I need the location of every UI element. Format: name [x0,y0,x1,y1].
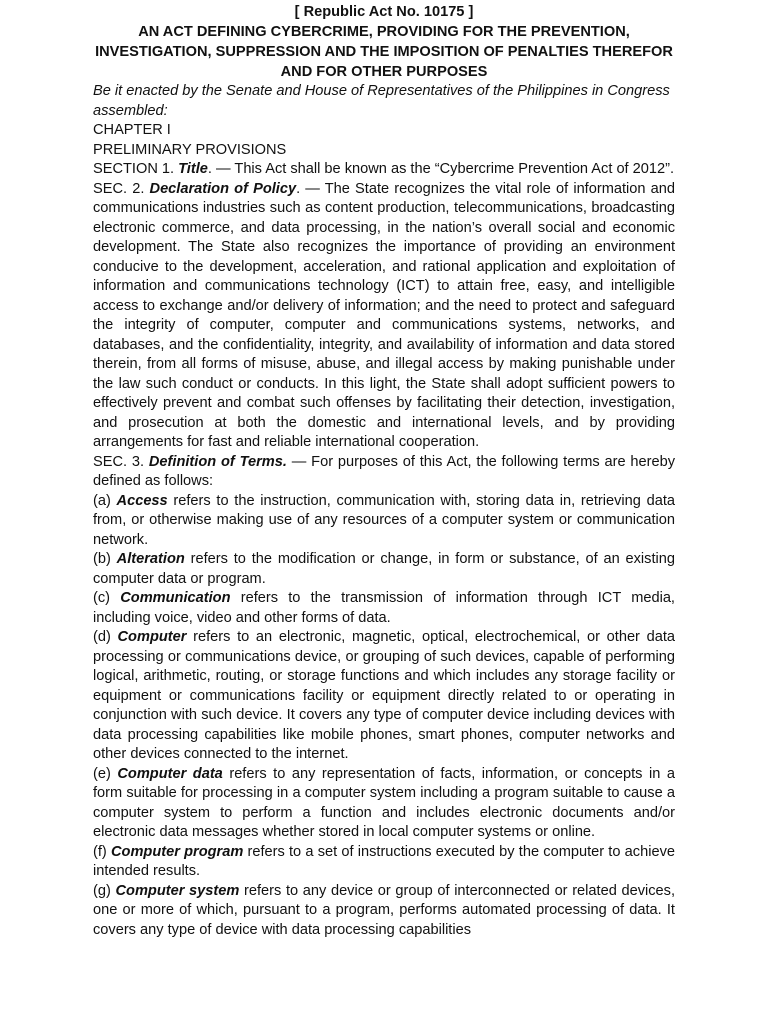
statute-text [93,2,675,940]
section-3 [93,453,675,492]
ra-number: [ Republic Act No. 10175 ] [294,4,474,20]
section-2 [93,180,675,453]
section-1-body: . — This Act shall be known as the “Cybercrime Prevention Act of 2012”. [207,161,675,177]
definition-term: Alteration [116,551,185,567]
section-1-heading: Title [178,161,208,177]
enacting-clause: Be it enacted by the Senate and House of Representatives of the Philippines in Congress assembled: [93,83,670,119]
act-title-line-3: AND FOR OTHER PURPOSES [280,64,488,80]
chapter-number: CHAPTER I [93,122,171,138]
definition-text: refers to the instruction, communication with, storing data in, retrieving data from, or otherwise making use of any resources of a computer system or communication network. [93,492,675,548]
chapter-name: PRELIMINARY PROVISIONS [93,141,287,158]
definitions-list [93,492,675,941]
section-2-body: . — The State recognizes the vital role of information and communications industries such as content production, telecommunications, broadcasting electronic commerce, and data processing, in the nation’s overall social and economic development. The State also recognizes the importance of providing an environment conducive to the development, acceleration, and rational application and exploitation of information and communications technology (ICT) to attain free, easy, and intelligible access to exchange and/or delivery of information; and the need to protect and safeguard the integrity of computer, computer and communications systems, networks, and databases, and the confidentiality, integrity, and availability of information and data stored therein, from all forms of misuse, abuse, and illegal access by making punishable under the law such conduct or conducts. In this light, the State shall adopt sufficient powers to effectively prevent and combat such offenses by facilitating their detection, investigation, and prosecution at both the domestic and international levels, and by providing arrangements for fast and reliable international cooperation. [93,180,676,450]
definition-term: Computer data [117,765,223,782]
definition-item [93,628,675,765]
section-3-body: — For purposes of this Act, the following terms are hereby defined as follows: [93,453,676,489]
definition-label: (f) [93,843,111,860]
definition-term: Computer [117,629,187,645]
definition-text: refers to any representation of facts, information, or concepts in a form suitable for processing in a computer system including a program suitable to cause a computer system to perform a function and includes electronic documents and/or electronic data messages whether stored in local computer systems or online. [93,765,675,840]
definition-item [93,882,675,941]
definition-label: (c) [93,590,121,606]
section-3-prefix: SEC. 3. [93,453,149,470]
section-2-heading: Declaration of Policy [149,180,297,197]
act-header [93,2,675,82]
definition-text: refers to an electronic, magnetic, optical, electrochemical, or other data processing or communications device, or grouping of such devices, capable of performing logical, arithmetic, routing, or storage functions and which includes any storage facility or equipment or communications facility or equipment directly related to or operating in conjunction with such device. It covers any type of computer device including devices with data processing capabilities like mobile phones, smart phones, computer networks and other devices connected to the internet. [93,629,675,762]
definition-label: (g) [93,882,116,899]
section-1 [93,160,675,180]
section-3-heading: Definition of Terms. [148,453,287,470]
definition-label: (d) [93,629,118,645]
section-1-prefix: SECTION 1. [93,161,179,177]
definition-label: (e) [93,765,118,782]
definition-text: refers to a set of instructions executed by the computer to achieve intended results. [93,843,675,879]
definition-item [93,492,675,551]
definition-term: Computer system [115,882,240,899]
definition-item [93,765,675,843]
definition-item [93,589,675,628]
definition-term: Computer program [110,843,244,860]
definition-label: (b) [93,551,117,567]
definition-item [93,843,675,882]
definition-text: refers to the transmission of information through ICT media, including voice, video and other forms of data. [93,590,675,626]
act-title-line-2: INVESTIGATION, SUPPRESSION AND THE IMPOSITION OF PENALTIES THEREFOR [95,44,673,60]
definition-item [93,550,675,589]
definition-label: (a) [93,492,117,509]
definition-text: refers to any device or group of interconnected or related devices, one or more of which, pursuant to a program, performs automated processing of data. It covers any type of device with data processing capabilities [93,882,675,938]
definition-term: Communication [120,590,231,606]
act-title-line-1: AN ACT DEFINING CYBERCRIME, PROVIDING FOR THE PREVENTION, [138,24,630,40]
section-2-prefix: SEC. 2. [93,180,150,197]
definition-text: refers to the modification or change, in form or substance, of an existing computer data or program. [93,551,676,587]
definition-term: Access [116,492,168,509]
